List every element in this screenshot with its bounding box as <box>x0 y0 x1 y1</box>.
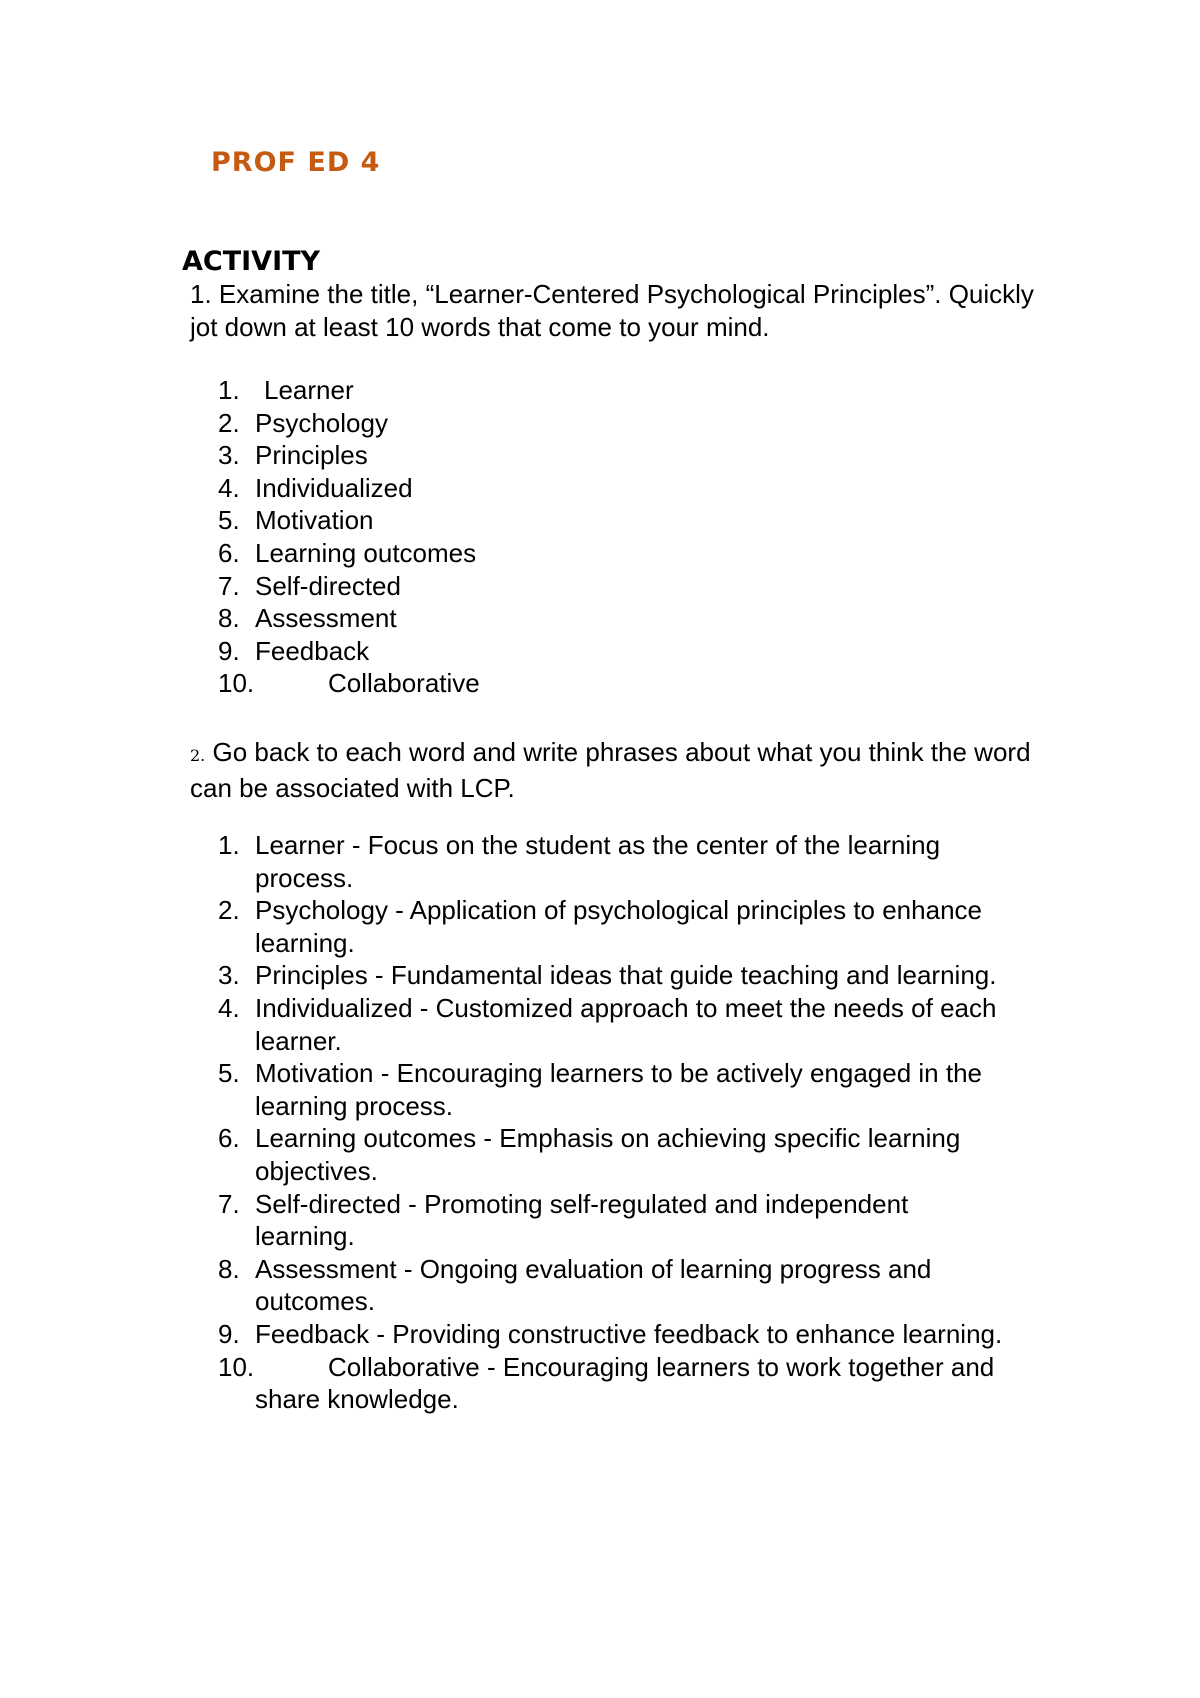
list-item-number: 3. <box>218 960 240 991</box>
list-item <box>0 1253 1015 1318</box>
list-item <box>0 1351 1015 1416</box>
question-2-number: 2. <box>190 746 206 765</box>
list-item-number: 8. <box>218 1253 240 1284</box>
list-item <box>0 407 1015 440</box>
list-item <box>0 504 1015 537</box>
list-item-number: 4. <box>218 992 240 1023</box>
list-item <box>0 894 1015 959</box>
list-item-label: Psychology <box>255 407 388 438</box>
list-item-number: 5. <box>218 1058 240 1089</box>
question-2 <box>190 736 1050 805</box>
list-item-label: Collaborative - Encouraging learners to work together and share knowledge. <box>255 1351 995 1415</box>
question-1-text: Examine the title, “Learner-Centered Psychological Principles”. Quickly jot down at least 10 words that come to your mind. <box>190 279 1034 342</box>
list-item-number: 9. <box>218 1318 240 1349</box>
list-item <box>0 829 1015 894</box>
list-item-number: 1. <box>218 830 240 860</box>
list-item-number: 9. <box>218 635 240 666</box>
list-item <box>0 439 1015 472</box>
question-1 <box>190 278 1050 344</box>
list-item-label: Individualized - Customized approach to meet the needs of each learner. <box>255 992 997 1056</box>
list-item-number: 4. <box>218 472 240 503</box>
list-item-label: Self-directed - Promoting self-regulated and independent learning. <box>255 1188 909 1252</box>
list-item-label: Principles - Fundamental ideas that guide teaching and learning. <box>255 960 997 991</box>
list-item-label: Learning outcomes - Emphasis on achieving specific learning objectives. <box>255 1123 961 1186</box>
list-item-number: 2. <box>218 895 240 926</box>
list-item <box>0 1318 1015 1351</box>
list-item <box>0 602 1015 635</box>
list-item-number: 10. <box>218 1351 255 1382</box>
list-item <box>0 1057 1015 1122</box>
list-item <box>0 537 1015 570</box>
list-item-number: 1. <box>218 375 240 405</box>
list-item-label: Feedback <box>255 635 370 666</box>
list-item-number: 5. <box>218 505 240 536</box>
list-item-number: 8. <box>218 603 240 634</box>
phrases-list <box>0 829 1015 1416</box>
list-item-label: Motivation - Encouraging learners to be actively engaged in the learning process. <box>255 1058 982 1121</box>
list-item <box>0 374 1015 407</box>
list-item-number: 2. <box>218 407 240 438</box>
list-item <box>0 472 1015 505</box>
list-item-number: 3. <box>218 440 240 471</box>
list-item-number: 7. <box>218 1188 240 1219</box>
list-item-label: Assessment <box>255 603 397 634</box>
list-item-label: Principles <box>255 440 368 471</box>
list-item-label: Assessment - Ongoing evaluation of learning progress and outcomes. <box>255 1253 932 1317</box>
list-item <box>0 635 1015 668</box>
list-item-number: 6. <box>218 1123 240 1154</box>
list-item-label: Motivation <box>255 505 374 536</box>
question-2-text: Go back to each word and write phrases about what you think the word can be associated with LCP. <box>190 737 1031 803</box>
list-item <box>0 959 1015 992</box>
list-item-label: Feedback - Providing constructive feedback to enhance learning. <box>255 1318 1003 1349</box>
list-item-label: Learner - Focus on the student as the center of the learning process. <box>255 830 941 893</box>
list-item-label: Learner <box>264 375 354 405</box>
words-list <box>0 374 1015 700</box>
list-item-label: Learning outcomes <box>255 537 477 568</box>
list-item <box>0 1122 1015 1187</box>
list-item-label: Psychology - Application of psychological principles to enhance learning. <box>255 895 982 958</box>
list-item <box>0 667 1015 700</box>
list-item-label: Individualized <box>255 472 413 503</box>
list-item-label: Self-directed <box>255 570 401 601</box>
list-item-number: 6. <box>218 537 240 568</box>
list-item-number: 7. <box>218 570 240 601</box>
list-item <box>0 992 1015 1057</box>
list-item <box>0 1188 1015 1253</box>
list-item-label: Collaborative <box>328 668 480 699</box>
list-item <box>0 570 1015 603</box>
question-1-number: 1. <box>190 279 212 309</box>
activity-heading: ACTIVITY <box>182 246 321 277</box>
course-title: PROF ED 4 <box>211 147 381 178</box>
list-item-number: 10. <box>218 668 255 699</box>
